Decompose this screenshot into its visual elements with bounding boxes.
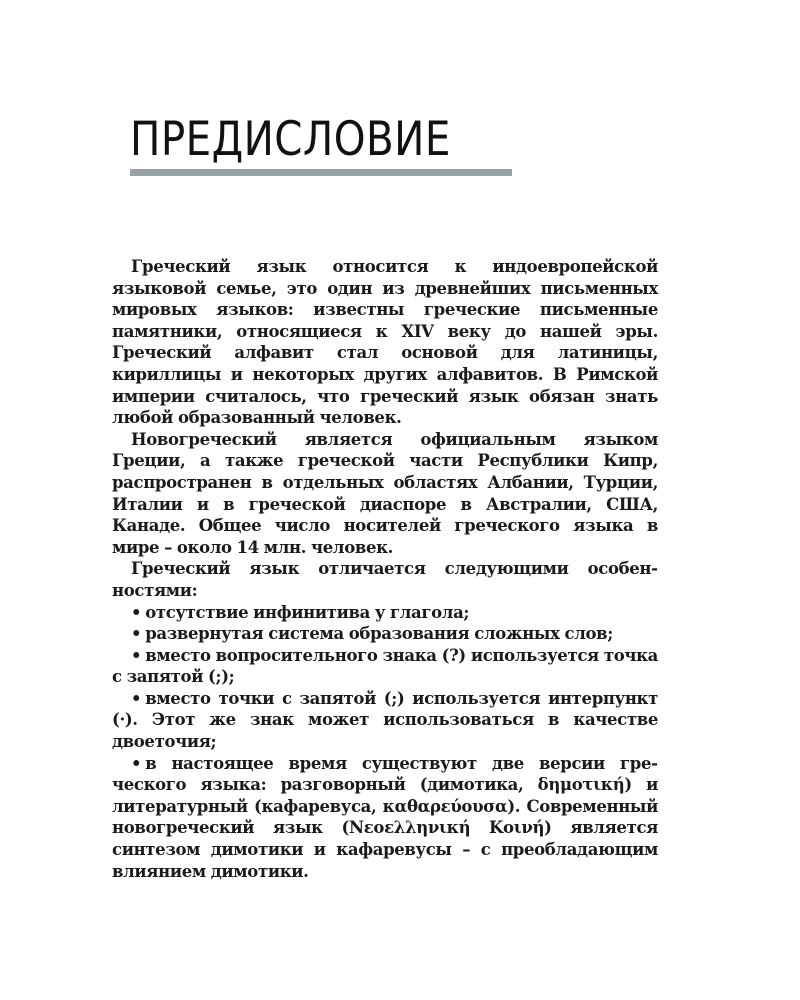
bullet-icon: • xyxy=(131,602,142,622)
bullet-icon: • xyxy=(131,645,142,665)
feature-text: вместо вопросительного знака (?) используется точка с запятой (;); xyxy=(112,645,658,687)
feature-item xyxy=(112,753,658,883)
feature-item xyxy=(112,623,658,645)
chapter-heading xyxy=(130,112,650,168)
bullet-icon: • xyxy=(131,753,142,773)
paragraph-intro: Греческий язык относится к индоевропейской языковой семье, это один из древнейших письменных мировых языков: известны греческие письменные памятники, относящиеся к XIV веку до нашей эры. Греческий алфавит стал основой для латиницы, кириллицы и некоторых других алфавитов. В Римской империи считалось, что греческий язык обязан знать любой образованный человек. xyxy=(112,257,658,428)
feature-item xyxy=(112,645,658,688)
feature-item xyxy=(112,688,658,753)
chapter-body xyxy=(112,256,658,882)
title-underline xyxy=(130,169,512,176)
bullet-icon: • xyxy=(131,688,142,708)
paragraph-features-lead: Греческий язык отличается следующими особенностями: xyxy=(112,559,658,600)
bullet-icon: • xyxy=(131,624,142,644)
paragraph-distribution: Новогреческий является официальным языком Греции, а также греческой части Республики Кипр, распространен в отдельных областях Албании, Турции, Италии и в греческой диаспоре в Австралии, США, Канаде. Общее число носителей греческого языка в мире – около 14 млн. человек. xyxy=(112,429,658,557)
feature-text: развернутая система образования сложных слов; xyxy=(145,624,613,644)
feature-text: вместо точки с запятой (;) используется интерпункт (·). Этот же знак может использоваться в качестве двоеточия; xyxy=(112,688,658,752)
page-title: ПРЕДИСЛОВИЕ xyxy=(130,112,451,167)
feature-text: отсутствие инфинитива у глагола; xyxy=(145,602,470,622)
feature-item xyxy=(112,602,658,624)
feature-text: в настоящее время существуют две версии греческого языка: разговорный (димотика, δημοτική) и литературный (кафаревуса, καθαρεύουσα). Современный новогреческий язык (Νεοελληνική Κοινή) является синтезом димотики и кафаревусы – с преобладающим влиянием димотики. xyxy=(112,753,658,881)
